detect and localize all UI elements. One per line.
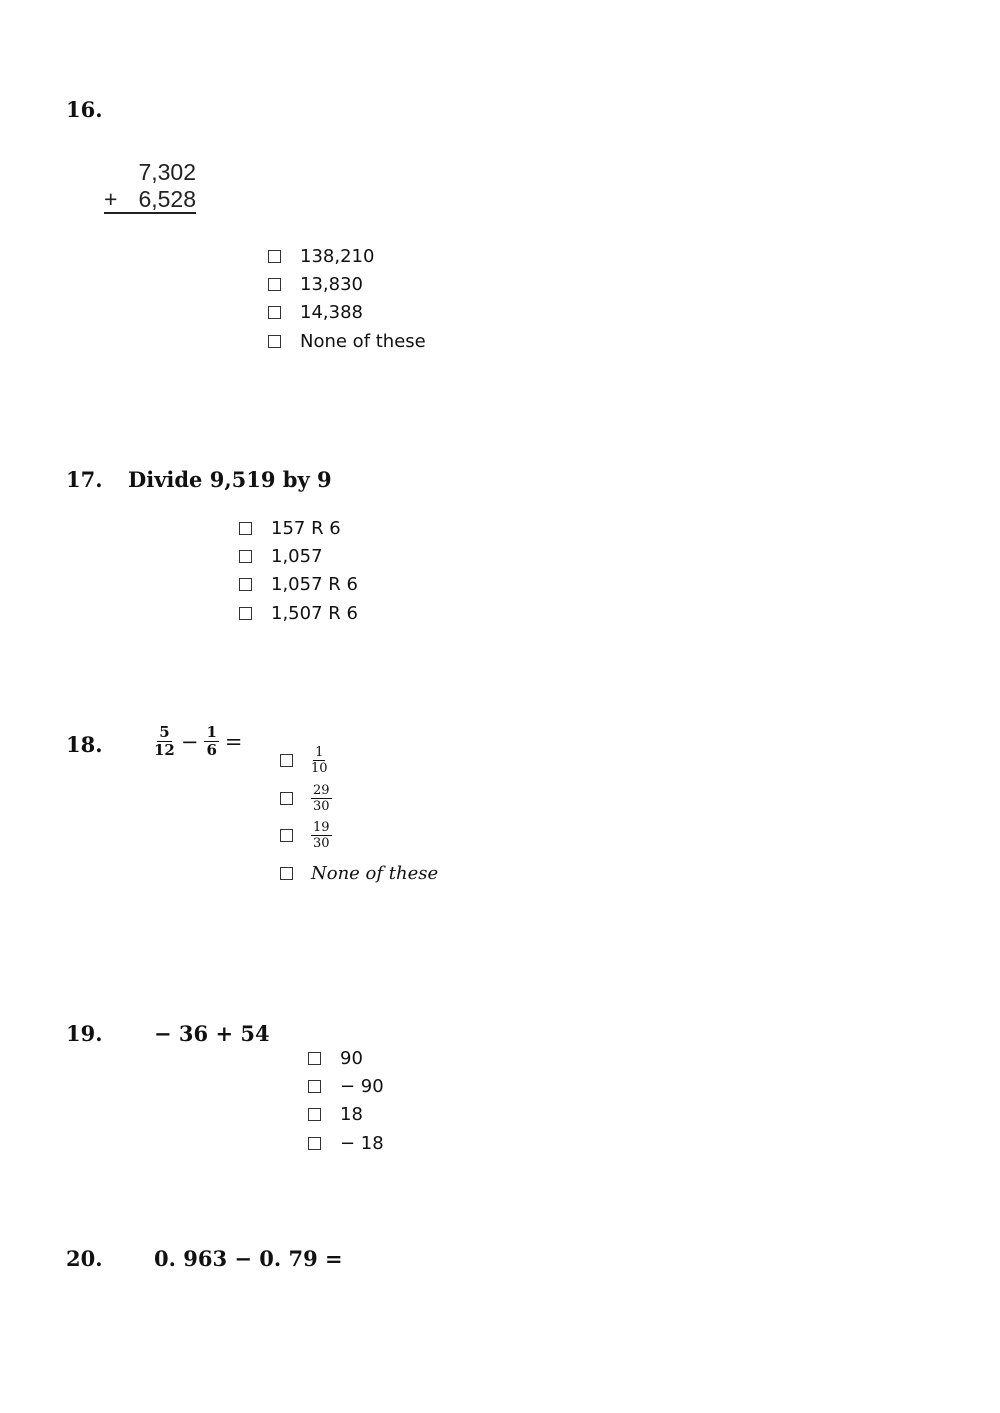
option-label: 18 — [340, 1104, 363, 1126]
question-17-options — [239, 514, 358, 627]
fraction-1-numerator: 5 — [159, 723, 170, 741]
plus-sign: + — [104, 186, 118, 212]
option-item[interactable] — [268, 299, 426, 327]
option-label: − 18 — [340, 1132, 384, 1154]
fraction-2 — [204, 724, 218, 759]
option-item[interactable] — [308, 1101, 384, 1129]
option-item[interactable] — [308, 1044, 384, 1072]
equals-sign: = — [224, 729, 243, 754]
checkbox-icon[interactable] — [280, 829, 293, 842]
option-item[interactable] — [280, 855, 438, 893]
checkbox-icon[interactable] — [308, 1052, 321, 1065]
option-fraction — [311, 783, 332, 814]
option-fraction — [311, 745, 328, 776]
question-18-options — [280, 742, 438, 892]
option-item[interactable] — [268, 327, 426, 355]
checkbox-icon[interactable] — [239, 522, 252, 535]
question-18-number: 18. — [66, 732, 103, 757]
checkbox-icon[interactable] — [308, 1137, 321, 1150]
option-label: 157 R 6 — [271, 517, 341, 539]
checkbox-icon[interactable] — [268, 306, 281, 319]
addition-problem — [104, 158, 196, 214]
option-numerator: 19 — [313, 820, 330, 836]
option-denominator: 30 — [313, 798, 330, 814]
fraction-1-denominator: 12 — [154, 741, 175, 759]
option-label: None of these — [311, 862, 439, 884]
option-fraction — [311, 820, 332, 851]
option-item[interactable] — [268, 270, 426, 298]
option-item[interactable] — [239, 571, 358, 599]
question-20-expression: 0. 963 − 0. 79 = — [154, 1246, 343, 1271]
addend-2: 6,528 — [138, 186, 196, 212]
checkbox-icon[interactable] — [268, 278, 281, 291]
option-item[interactable] — [239, 542, 358, 570]
question-19-expression: − 36 + 54 — [154, 1021, 270, 1046]
option-label: 1,057 R 6 — [271, 574, 358, 596]
checkbox-icon[interactable] — [280, 754, 293, 767]
question-19-number: 19. — [66, 1021, 103, 1046]
option-label: None of these — [300, 330, 426, 352]
checkbox-icon[interactable] — [308, 1080, 321, 1093]
minus-sign: − — [180, 729, 199, 754]
checkbox-icon[interactable] — [268, 250, 281, 263]
option-denominator: 30 — [313, 836, 330, 852]
addend-1: 7,302 — [138, 159, 196, 185]
question-16-number: 16. — [66, 97, 103, 122]
option-item[interactable] — [280, 742, 438, 780]
option-item[interactable] — [280, 780, 438, 818]
option-label: 14,388 — [300, 302, 363, 324]
checkbox-icon[interactable] — [268, 335, 281, 348]
option-denominator: 10 — [311, 761, 328, 777]
option-numerator: 29 — [313, 782, 330, 798]
addend-2-row — [104, 186, 196, 214]
checkbox-icon[interactable] — [239, 607, 252, 620]
option-item[interactable] — [239, 514, 358, 542]
option-item[interactable] — [308, 1129, 384, 1157]
option-label: 13,830 — [300, 273, 363, 295]
fraction-2-denominator: 6 — [206, 741, 217, 759]
option-label: 90 — [340, 1047, 363, 1069]
option-item[interactable] — [280, 817, 438, 855]
checkbox-icon[interactable] — [280, 867, 293, 880]
option-item[interactable] — [239, 599, 358, 627]
option-label: 138,210 — [300, 245, 375, 267]
checkbox-icon[interactable] — [239, 578, 252, 591]
fraction-2-numerator: 1 — [206, 723, 217, 741]
checkbox-icon[interactable] — [280, 792, 293, 805]
question-16-options — [268, 242, 426, 355]
option-label: 1,507 R 6 — [271, 602, 358, 624]
option-label: − 90 — [340, 1075, 384, 1097]
fraction-1 — [154, 724, 175, 759]
checkbox-icon[interactable] — [308, 1108, 321, 1121]
question-18-expression — [154, 724, 249, 759]
question-20-number: 20. — [66, 1246, 103, 1271]
question-19-options — [308, 1044, 384, 1157]
option-label: 1,057 — [271, 545, 323, 567]
option-numerator: 1 — [315, 745, 324, 761]
option-item[interactable] — [268, 242, 426, 270]
option-item[interactable] — [308, 1072, 384, 1100]
question-17-prompt: Divide 9,519 by 9 — [128, 467, 332, 492]
question-17-number: 17. — [66, 467, 103, 492]
checkbox-icon[interactable] — [239, 550, 252, 563]
